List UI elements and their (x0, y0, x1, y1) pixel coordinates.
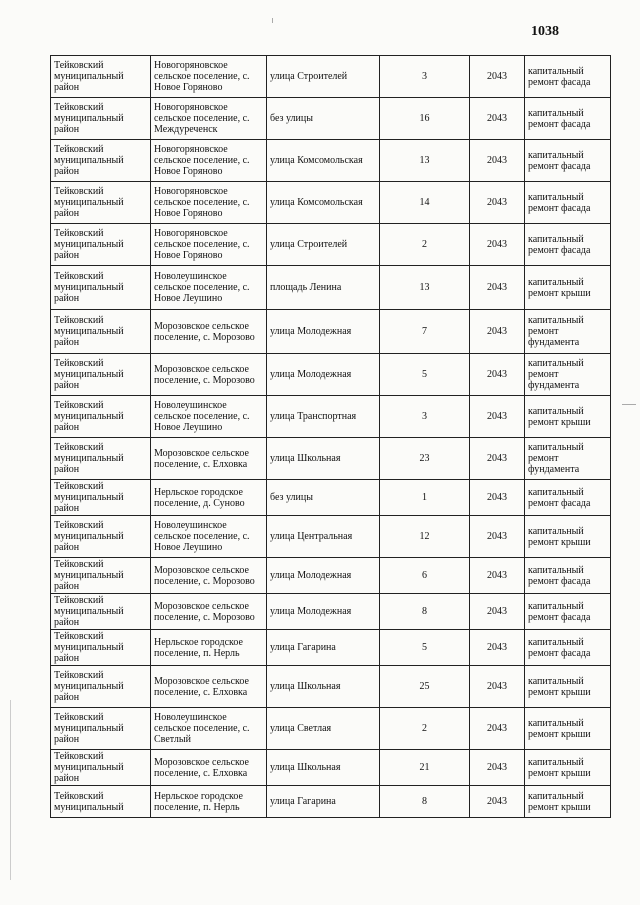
district-cell: Тейковский муниципальный район (51, 750, 151, 786)
work-type-cell: капитальный ремонт фасада (525, 224, 611, 266)
district-cell: Тейковский муниципальный район (51, 594, 151, 630)
year-cell: 2043 (470, 310, 525, 354)
table-row (51, 438, 611, 480)
street-cell: улица Строителей (267, 56, 380, 98)
house-number-cell: 3 (380, 56, 470, 98)
street-cell: улица Молодежная (267, 558, 380, 594)
settlement-cell: Новолеушинское сельское поселение, с. Новое Леушино (151, 516, 267, 558)
house-number-cell: 14 (380, 182, 470, 224)
work-type-cell: капитальный ремонт фасада (525, 480, 611, 516)
street-cell: улица Центральная (267, 516, 380, 558)
house-number-cell: 7 (380, 310, 470, 354)
street-cell: улица Комсомольская (267, 140, 380, 182)
street-cell: улица Молодежная (267, 354, 380, 396)
district-cell: Тейковский муниципальный район (51, 666, 151, 708)
year-cell: 2043 (470, 396, 525, 438)
work-type-cell: капитальный ремонт фундамента (525, 310, 611, 354)
table-row (51, 516, 611, 558)
year-cell: 2043 (470, 438, 525, 480)
house-number-cell: 13 (380, 140, 470, 182)
house-number-cell: 21 (380, 750, 470, 786)
table-row (51, 558, 611, 594)
district-cell: Тейковский муниципальный район (51, 438, 151, 480)
street-cell: улица Школьная (267, 750, 380, 786)
table-row (51, 666, 611, 708)
district-cell: Тейковский муниципальный район (51, 182, 151, 224)
house-number-cell: 12 (380, 516, 470, 558)
table-row (51, 224, 611, 266)
settlement-cell: Новогоряновское сельское поселение, с. Новое Горяново (151, 140, 267, 182)
house-number-cell: 8 (380, 594, 470, 630)
work-type-cell: капитальный ремонт фасада (525, 594, 611, 630)
district-cell: Тейковский муниципальный район (51, 56, 151, 98)
settlement-cell: Морозовское сельское поселение, с. Елховка (151, 750, 267, 786)
settlement-cell: Нерльское городское поселение, п. Нерль (151, 786, 267, 818)
work-type-cell: капитальный ремонт крыши (525, 666, 611, 708)
house-number-cell: 5 (380, 354, 470, 396)
year-cell: 2043 (470, 140, 525, 182)
street-cell: улица Молодежная (267, 310, 380, 354)
district-cell: Тейковский муниципальный район (51, 98, 151, 140)
settlement-cell: Новолеушинское сельское поселение, с. Новое Леушино (151, 396, 267, 438)
table-row (51, 396, 611, 438)
year-cell: 2043 (470, 516, 525, 558)
house-number-cell: 3 (380, 396, 470, 438)
house-number-cell: 1 (380, 480, 470, 516)
street-cell: улица Комсомольская (267, 182, 380, 224)
street-cell: улица Светлая (267, 708, 380, 750)
table-row (51, 480, 611, 516)
settlement-cell: Новолеушинское сельское поселение, с. Светлый (151, 708, 267, 750)
settlement-cell: Новогоряновское сельское поселение, с. Новое Горяново (151, 182, 267, 224)
work-type-cell: капитальный ремонт фасада (525, 140, 611, 182)
year-cell: 2043 (470, 480, 525, 516)
housing-repair-table (50, 55, 611, 818)
year-cell: 2043 (470, 708, 525, 750)
house-number-cell: 13 (380, 266, 470, 310)
settlement-cell: Морозовское сельское поселение, с. Морозово (151, 558, 267, 594)
work-type-cell: капитальный ремонт фундамента (525, 438, 611, 480)
table-row (51, 786, 611, 818)
street-cell: улица Гагарина (267, 630, 380, 666)
year-cell: 2043 (470, 354, 525, 396)
year-cell: 2043 (470, 98, 525, 140)
work-type-cell: капитальный ремонт крыши (525, 516, 611, 558)
year-cell: 2043 (470, 56, 525, 98)
settlement-cell: Нерльское городское поселение, д. Суново (151, 480, 267, 516)
street-cell: улица Школьная (267, 666, 380, 708)
district-cell: Тейковский муниципальный район (51, 516, 151, 558)
house-number-cell: 25 (380, 666, 470, 708)
settlement-cell: Морозовское сельское поселение, с. Морозово (151, 310, 267, 354)
settlement-cell: Новогоряновское сельское поселение, с. Новое Горяново (151, 224, 267, 266)
work-type-cell: капитальный ремонт фасада (525, 558, 611, 594)
year-cell: 2043 (470, 558, 525, 594)
work-type-cell: капитальный ремонт фасада (525, 56, 611, 98)
year-cell: 2043 (470, 666, 525, 708)
year-cell: 2043 (470, 630, 525, 666)
work-type-cell: капитальный ремонт крыши (525, 708, 611, 750)
house-number-cell: 6 (380, 558, 470, 594)
table-row (51, 98, 611, 140)
house-number-cell: 16 (380, 98, 470, 140)
district-cell: Тейковский муниципальный район (51, 354, 151, 396)
house-number-cell: 2 (380, 224, 470, 266)
page-number: 1038 (531, 24, 559, 39)
table-row (51, 266, 611, 310)
work-type-cell: капитальный ремонт фасада (525, 182, 611, 224)
district-cell: Тейковский муниципальный район (51, 310, 151, 354)
street-cell: улица Строителей (267, 224, 380, 266)
street-cell: без улицы (267, 480, 380, 516)
district-cell: Тейковский муниципальный район (51, 224, 151, 266)
work-type-cell: капитальный ремонт фундамента (525, 354, 611, 396)
district-cell: Тейковский муниципальный район (51, 396, 151, 438)
district-cell: Тейковский муниципальный район (51, 630, 151, 666)
settlement-cell: Морозовское сельское поселение, с. Елховка (151, 666, 267, 708)
settlement-cell: Морозовское сельское поселение, с. Морозово (151, 594, 267, 630)
settlement-cell: Морозовское сельское поселение, с. Елховка (151, 438, 267, 480)
year-cell: 2043 (470, 224, 525, 266)
settlement-cell: Морозовское сельское поселение, с. Морозово (151, 354, 267, 396)
street-cell: площадь Ленина (267, 266, 380, 310)
house-number-cell: 8 (380, 786, 470, 818)
table-row (51, 56, 611, 98)
work-type-cell: капитальный ремонт фасада (525, 98, 611, 140)
table-row (51, 750, 611, 786)
street-cell: улица Школьная (267, 438, 380, 480)
scan-margin-line (10, 700, 11, 880)
table-row (51, 310, 611, 354)
district-cell: Тейковский муниципальный район (51, 266, 151, 310)
settlement-cell: Новогоряновское сельское поселение, с. Новое Горяново (151, 56, 267, 98)
scan-tick-right (622, 404, 636, 405)
street-cell: улица Гагарина (267, 786, 380, 818)
table-row (51, 182, 611, 224)
table-row (51, 630, 611, 666)
year-cell: 2043 (470, 786, 525, 818)
work-type-cell: капитальный ремонт фасада (525, 630, 611, 666)
table-body (51, 56, 611, 818)
year-cell: 2043 (470, 266, 525, 310)
settlement-cell: Новогоряновское сельское поселение, с. Междуреченск (151, 98, 267, 140)
house-number-cell: 23 (380, 438, 470, 480)
work-type-cell: капитальный ремонт крыши (525, 266, 611, 310)
street-cell: без улицы (267, 98, 380, 140)
district-cell: Тейковский муниципальный район (51, 480, 151, 516)
work-type-cell: капитальный ремонт крыши (525, 396, 611, 438)
year-cell: 2043 (470, 750, 525, 786)
street-cell: улица Транспортная (267, 396, 380, 438)
work-type-cell: капитальный ремонт крыши (525, 750, 611, 786)
table-row (51, 708, 611, 750)
table-row (51, 354, 611, 396)
house-number-cell: 2 (380, 708, 470, 750)
settlement-cell: Нерльское городское поселение, п. Нерль (151, 630, 267, 666)
street-cell: улица Молодежная (267, 594, 380, 630)
table-row (51, 594, 611, 630)
year-cell: 2043 (470, 594, 525, 630)
house-number-cell: 5 (380, 630, 470, 666)
settlement-cell: Новолеушинское сельское поселение, с. Новое Леушино (151, 266, 267, 310)
district-cell: Тейковский муниципальный район (51, 708, 151, 750)
district-cell: Тейковский муниципальный (51, 786, 151, 818)
work-type-cell: капитальный ремонт крыши (525, 786, 611, 818)
district-cell: Тейковский муниципальный район (51, 140, 151, 182)
table-row (51, 140, 611, 182)
district-cell: Тейковский муниципальный район (51, 558, 151, 594)
year-cell: 2043 (470, 182, 525, 224)
scan-tick-top (272, 18, 273, 23)
